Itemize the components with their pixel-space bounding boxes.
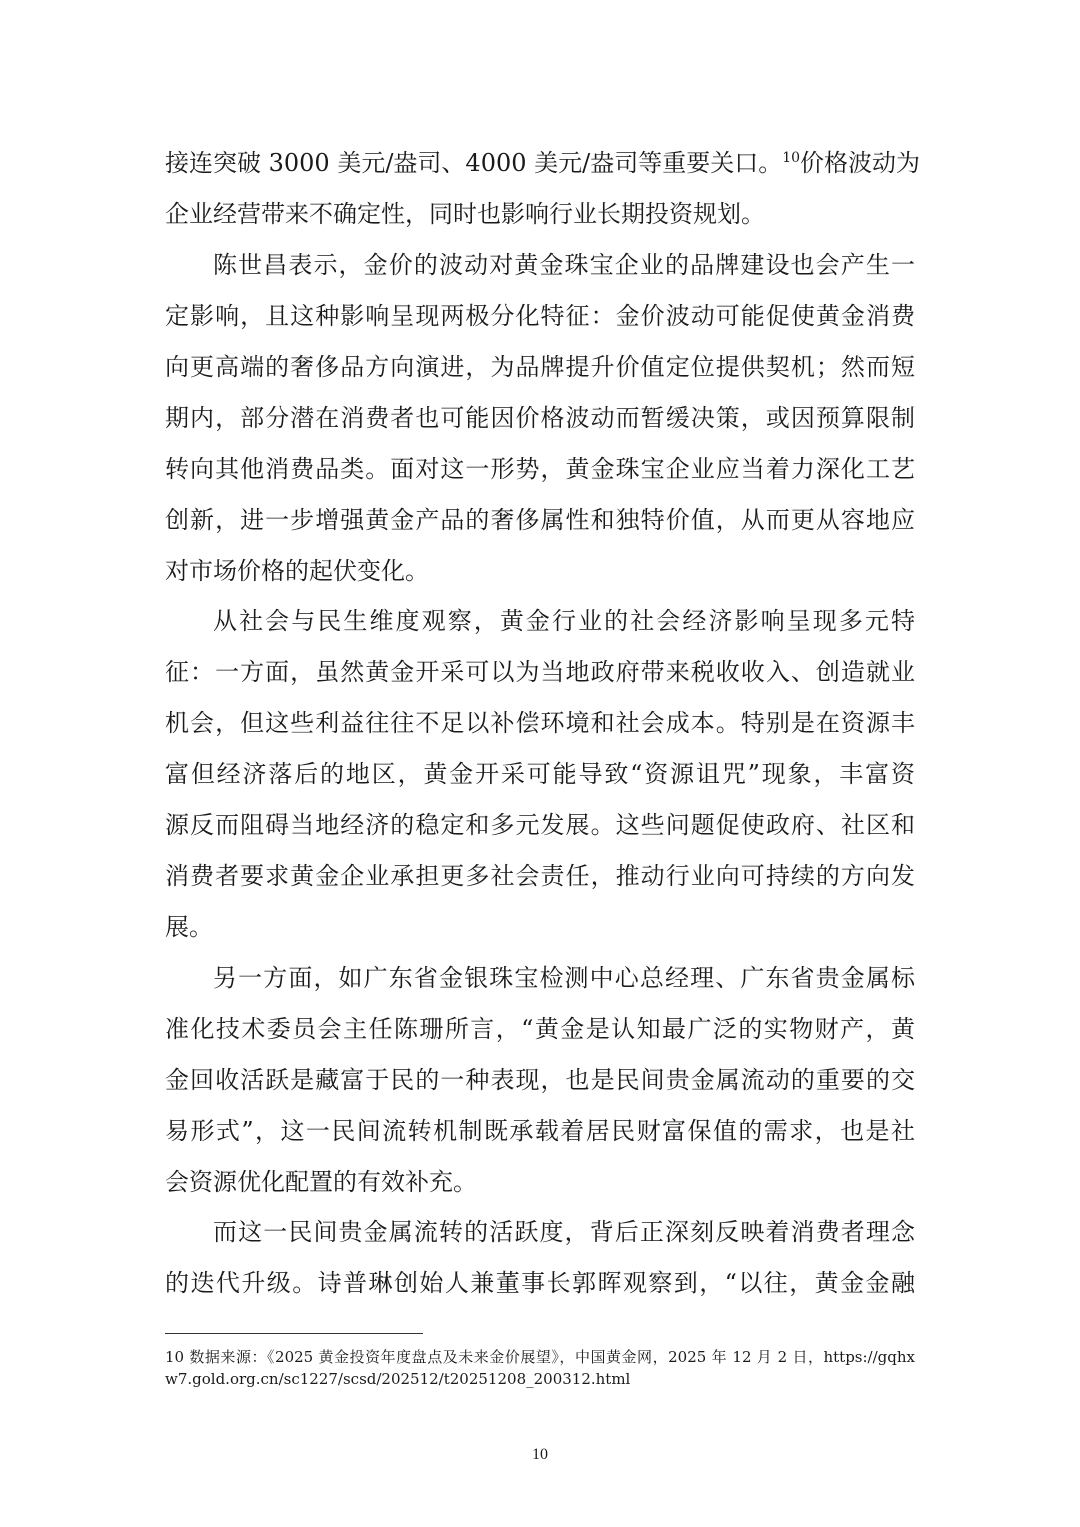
body-line-7: 转向其他消费品类。面对这一形势，黄金珠宝企业应当着力深化工艺 [165, 455, 915, 483]
body-line-22: 而这一民间贵金属流转的活跃度，背后正深刻反映着消费者理念 [213, 1218, 915, 1246]
body-line-14: 源反而阻碍当地经济的稳定和多元发展。这些问题促使政府、社区和 [165, 811, 915, 839]
body-line-17: 另一方面，如广东省金银珠宝检测中心总经理、广东省贵金属标 [213, 964, 915, 992]
body-line-3: 陈世昌表示，金价的波动对黄金珠宝企业的品牌建设也会产生一 [213, 251, 915, 279]
body-line-12: 机会，但这些利益往往不足以补偿环境和社会成本。特别是在资源丰 [165, 709, 915, 737]
body-line-1-text: 接连突破 3000 美元/盎司、4000 美元/盎司等重要关口。 [165, 149, 783, 177]
body-line-15: 消费者要求黄金企业承担更多社会责任，推动行业向可持续的方向发 [165, 862, 915, 890]
footnote-line-1: 10 数据来源：《2025 黄金投资年度盘点及未来金价展望》，中国黄金网，2025 年 12 月 2 日，https://gqhx [165, 1348, 915, 1366]
body-line-16: 展。 [165, 913, 213, 941]
footnote-separator [165, 1333, 423, 1334]
body-line-9: 对市场价格的起伏变化。 [165, 557, 429, 585]
body-line-19: 金回收活跃是藏富于民的一种表现，也是民间贵金属流动的重要的交 [165, 1066, 915, 1094]
body-line-1 [165, 143, 921, 183]
body-line-21: 会资源优化配置的有效补充。 [165, 1168, 477, 1196]
page-number: 10 [532, 1446, 548, 1463]
body-line-4: 定影响，且这种影响呈现两极分化特征：金价波动可能促使黄金消费 [165, 302, 915, 330]
body-line-20: 易形式”，这一民间流转机制既承载着居民财富保值的需求，也是社 [165, 1117, 915, 1145]
body-line-8: 创新，进一步增强黄金产品的奢侈属性和独特价值，从而更从容地应 [165, 506, 915, 534]
body-line-1-tail: 价格波动为 [800, 149, 921, 177]
body-line-23: 的迭代升级。诗普琳创始人兼董事长郭晖观察到，“以往，黄金金融 [165, 1269, 915, 1297]
body-line-5: 向更高端的奢侈品方向演进，为品牌提升价值定位提供契机；然而短 [165, 353, 915, 381]
footnote-line-2[interactable]: w7.gold.org.cn/sc1227/scsd/202512/t20251208_200312.html [165, 1370, 631, 1388]
body-line-18: 准化技术委员会主任陈珊所言，“黄金是认知最广泛的实物财产，黄 [165, 1015, 915, 1043]
footnote-reference[interactable]: 10 [782, 150, 801, 166]
body-line-6: 期内，部分潜在消费者也可能因价格波动而暂缓决策，或因预算限制 [165, 404, 915, 432]
body-line-11: 征：一方面，虽然黄金开采可以为当地政府带来税收收入、创造就业 [165, 658, 915, 686]
body-line-2: 企业经营带来不确定性，同时也影响行业长期投资规划。 [165, 200, 765, 228]
body-line-10: 从社会与民生维度观察，黄金行业的社会经济影响呈现多元特 [213, 607, 915, 635]
body-line-13: 富但经济落后的地区，黄金开采可能导致“资源诅咒”现象，丰富资 [165, 760, 915, 788]
